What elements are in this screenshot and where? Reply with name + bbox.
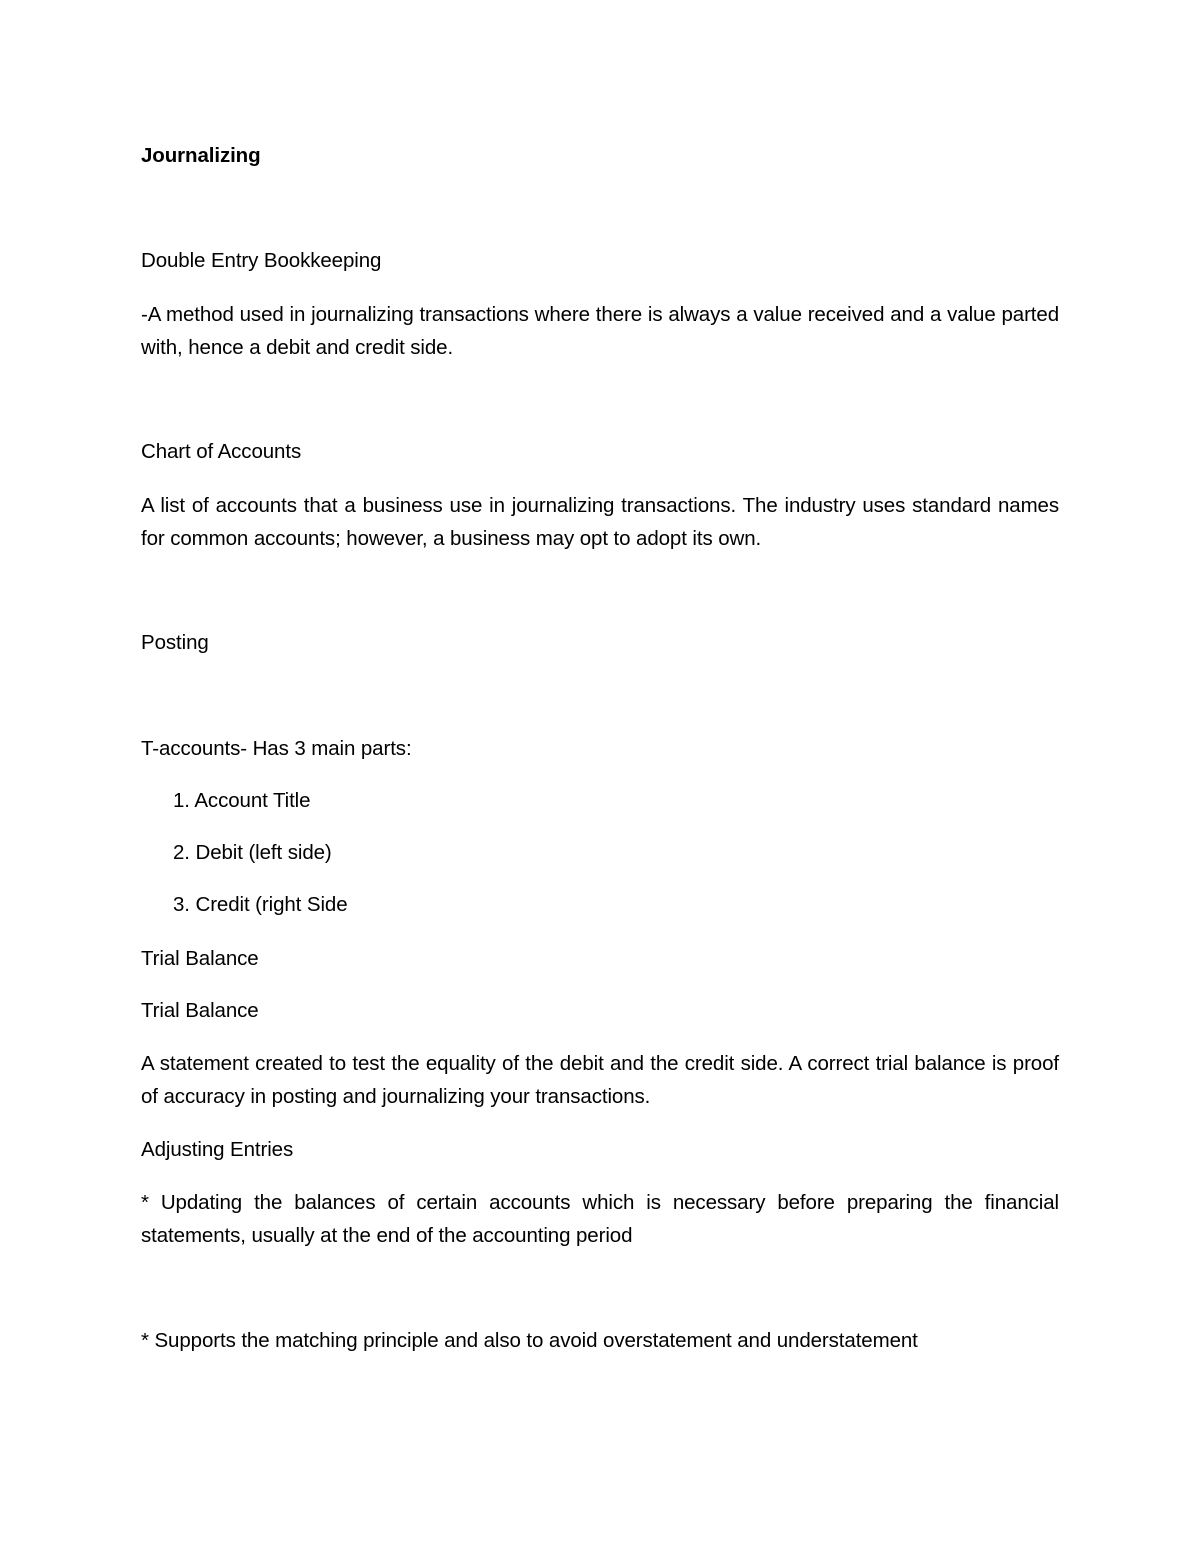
bullet-updating-balances: * Updating the balances of certain accounts which is necessary before preparing the financial statements, usually at the end of the accounting period bbox=[141, 1191, 1059, 1247]
paragraph-chart-of-accounts: A list of accounts that a business use in journalizing transactions. The industry uses standard names for common accounts; however, a business may opt to adopt its own. bbox=[141, 494, 1059, 550]
heading-double-entry: Double Entry Bookkeeping bbox=[141, 249, 382, 272]
subheading-trial-balance: Trial Balance bbox=[141, 999, 259, 1022]
list-item: 3. Credit (right Side bbox=[173, 893, 348, 916]
paragraph-trial-balance: A statement created to test the equality of the debit and the credit side. A correct trial balance is proof of accuracy in posting and journalizing your transactions. bbox=[141, 1052, 1059, 1108]
heading-chart-of-accounts: Chart of Accounts bbox=[141, 440, 302, 463]
list-item: 2. Debit (left side) bbox=[173, 841, 332, 864]
heading-t-accounts: T-accounts- Has 3 main parts: bbox=[141, 737, 412, 760]
heading-adjusting-entries: Adjusting Entries bbox=[141, 1138, 294, 1161]
heading-trial-balance: Trial Balance bbox=[141, 947, 259, 970]
paragraph-double-entry: -A method used in journalizing transactions where there is always a value received and a value parted with, hence a debit and credit side. bbox=[141, 303, 1059, 359]
document-title: Journalizing bbox=[141, 144, 261, 167]
bullet-matching-principle: * Supports the matching principle and also to avoid overstatement and understatement bbox=[141, 1329, 918, 1352]
list-item: 1. Account Title bbox=[173, 789, 311, 812]
heading-posting: Posting bbox=[141, 631, 209, 654]
